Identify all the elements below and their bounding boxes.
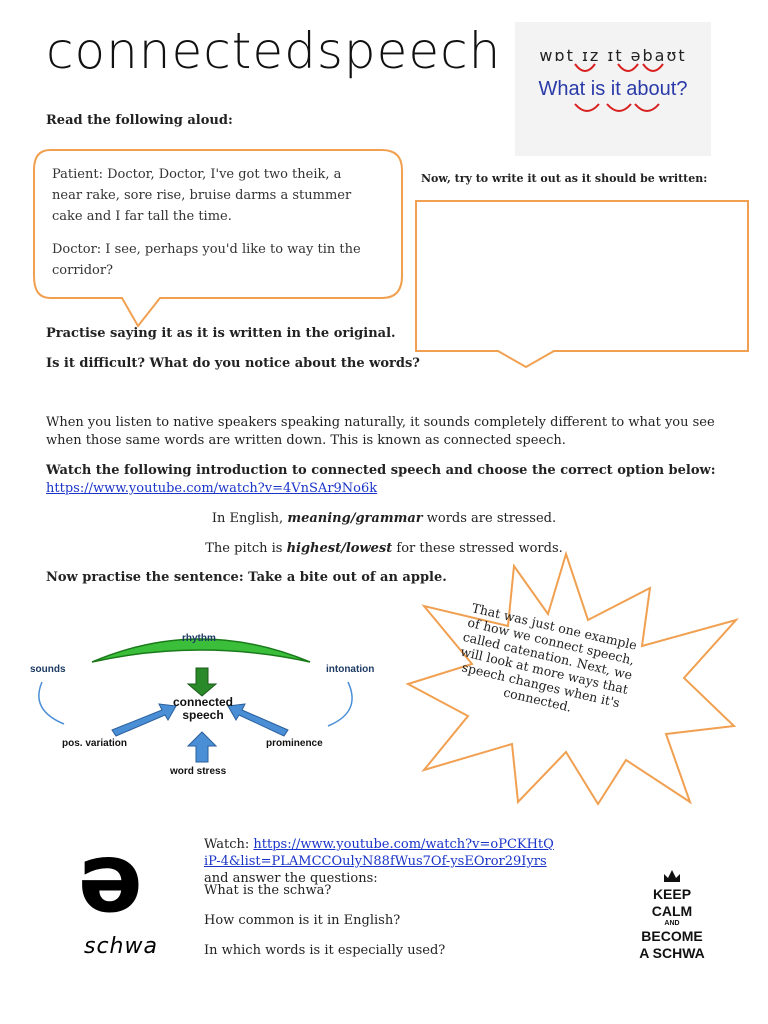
phrase-what-is-it-about: What is it about? — [538, 78, 688, 100]
crown-icon — [662, 868, 682, 884]
label-rhythm: rhythm — [182, 633, 216, 644]
label-intonation: intonation — [326, 664, 375, 675]
practise-sentence: Now practise the sentence: Take a bite out of an apple. — [46, 570, 447, 585]
arrow-up-right-icon — [112, 704, 176, 736]
keep-calm-poster: KEEP CALM AND BECOME A SCHWA — [639, 886, 705, 961]
phonetic-transcription: wɒt ɪz ɪt əbaʊt — [539, 46, 687, 65]
page-title: connectedspeech — [46, 22, 502, 80]
practise-line: Practise saying it as it is written in the original. — [46, 326, 396, 341]
schwa-question-1: What is the schwa? — [204, 883, 332, 898]
stress-choice[interactable]: meaning/grammar — [287, 511, 423, 526]
answer-box[interactable] — [414, 199, 752, 373]
label-prominence: prominence — [266, 738, 323, 749]
catenation-note: That was just one example of how we connect speech, called catenation. Next, we will look at more ways that speech changes when it's connected. — [459, 600, 639, 715]
label-sounds: sounds — [30, 664, 66, 675]
read-heading: Read the following aloud: — [46, 113, 233, 128]
patient-line: Patient: Doctor, Doctor, I've got two theik, a near rake, sore rise, bruise darms a stummer cake and I far tall the time. — [52, 167, 352, 224]
arrow-up-icon — [188, 732, 216, 762]
intro-paragraph: When you listen to native speakers speaking naturally, it sounds completely different to what you see when those same words are written down. This is known as connected speech. — [46, 415, 715, 448]
schwa-watch-line: Watch: https://www.youtube.com/watch?v=oPCKHtQiP-4&list=PLAMCCOulyN88fWus7Of-ysEOror29Iyrs and answer the questions: — [204, 837, 554, 886]
write-prompt: Now, try to write it out as it should be written: — [421, 172, 708, 185]
video-link[interactable]: https://www.youtube.com/watch?v=4VnSAr9No6k — [46, 481, 378, 496]
label-pos-variation: pos. variation — [62, 738, 128, 749]
pitch-sentence: The pitch is highest/lowest for these stressed words. — [205, 541, 563, 556]
doctor-line: Doctor: I see, perhaps you'd like to way tin the corridor? — [52, 242, 361, 278]
arrow-down-icon — [188, 668, 216, 696]
schwa-symbol: ə — [78, 822, 144, 934]
schwa-word: schwa — [84, 934, 158, 959]
schwa-question-3: In which words is it especially used? — [204, 943, 446, 958]
schwa-video-link[interactable]: https://www.youtube.com/watch?v=oPCKHtQiP-4&list=PLAMCCOulyN88fWus7Of-ysEOror29Iyrs — [204, 837, 554, 869]
watch-heading: Watch the following introduction to connected speech and choose the correct option below: — [46, 463, 716, 478]
label-connected-speech: connected speech — [172, 695, 233, 722]
schwa-question-2: How common is it in English? — [204, 913, 401, 928]
label-word-stress: word stress — [170, 766, 227, 777]
difficult-question: Is it difficult? What do you notice about the words? — [46, 356, 420, 371]
pitch-choice[interactable]: highest/lowest — [286, 541, 393, 556]
what-is-it-about-image — [515, 22, 711, 156]
stress-sentence: In English, meaning/grammar words are stressed. — [211, 511, 557, 526]
dialogue-text — [52, 164, 372, 293]
